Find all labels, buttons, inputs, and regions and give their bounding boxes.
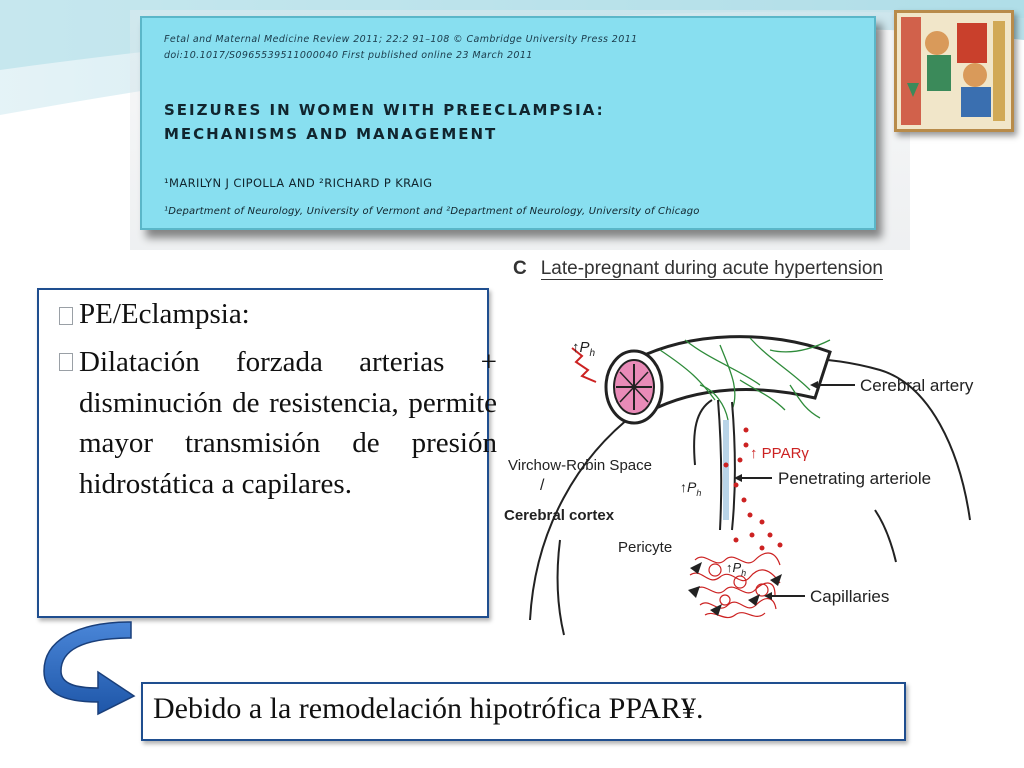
penetrating-arteriole-label: Penetrating arteriole bbox=[778, 469, 932, 488]
bullet-marker-icon bbox=[59, 307, 73, 325]
journal-meta-line2: doi:10.1017/S0965539511000040 First published online 23 March 2011 bbox=[164, 50, 533, 61]
ph-label-artery bbox=[572, 339, 596, 359]
ppar-label: ↑ PPARγ bbox=[750, 445, 809, 462]
cerebral-cortex-label: Cerebral cortex bbox=[504, 507, 615, 524]
ph-label-arteriole bbox=[680, 479, 701, 498]
ph-label-artery-main: ↑P bbox=[572, 339, 590, 356]
bullet-text-panel bbox=[37, 288, 497, 618]
journal-title-line1: SEIZURES IN WOMEN WITH PREECLAMPSIA: bbox=[164, 101, 605, 119]
remodeling-note bbox=[141, 682, 906, 741]
bullet-marker-icon bbox=[59, 353, 73, 371]
cortex-line-right bbox=[875, 510, 896, 562]
bullet-item-2-text: Dilatación forzada arterias + disminución de resistencia, permite mayor transmisión de presión hidrostática a capilares. bbox=[79, 346, 497, 500]
brain-outline bbox=[530, 359, 970, 620]
cortex-line bbox=[557, 540, 564, 635]
remodeling-note-text: Debido a la remodelación hipotrófica PPAR¥. bbox=[153, 692, 704, 725]
capillaries-label: Capillaries bbox=[810, 587, 890, 606]
journal-header-card bbox=[140, 16, 876, 230]
journal-article-title bbox=[164, 98, 605, 146]
journal-meta bbox=[164, 32, 638, 64]
codex-illustration bbox=[894, 10, 1014, 132]
vascular-diagram bbox=[500, 290, 990, 660]
figure-caption bbox=[513, 258, 883, 280]
cerebral-artery-label: Cerebral artery bbox=[860, 376, 974, 395]
penetrating-arteriole bbox=[694, 400, 735, 530]
ph-label-capillary-sub: h bbox=[741, 568, 747, 578]
pericyte-label: Pericyte bbox=[618, 539, 673, 556]
figure-panel-title: Late-pregnant during acute hypertension bbox=[540, 258, 883, 279]
bullet-item-1 bbox=[59, 298, 250, 331]
virchow-slash: / bbox=[540, 477, 545, 494]
bullet-item-1-text: PE/Eclampsia: bbox=[79, 298, 250, 330]
figure-panel-letter: C bbox=[513, 258, 527, 279]
ph-label-arteriole-main: ↑P bbox=[680, 479, 697, 495]
ph-label-capillary-main: ↑P bbox=[726, 560, 742, 575]
ph-label-artery-sub: h bbox=[589, 348, 596, 359]
journal-meta-line1: Fetal and Maternal Medicine Review 2011; 22:2 91–108 © Cambridge University Press 2011 bbox=[164, 34, 638, 45]
codex-figure-icon bbox=[897, 13, 1011, 129]
journal-authors: ¹MARILYN J CIPOLLA AND ²RICHARD P KRAIG bbox=[164, 176, 433, 190]
journal-title-line2: MECHANISMS AND MANAGEMENT bbox=[164, 125, 498, 143]
ph-label-capillary bbox=[726, 560, 746, 578]
curved-arrow-icon bbox=[36, 616, 146, 716]
ph-label-arteriole-sub: h bbox=[696, 488, 702, 498]
virchow-robin-label: Virchow-Robin Space bbox=[508, 457, 652, 474]
journal-affiliation: ¹Department of Neurology, University of Vermont and ²Department of Neurology, University of Chicago bbox=[164, 206, 700, 217]
